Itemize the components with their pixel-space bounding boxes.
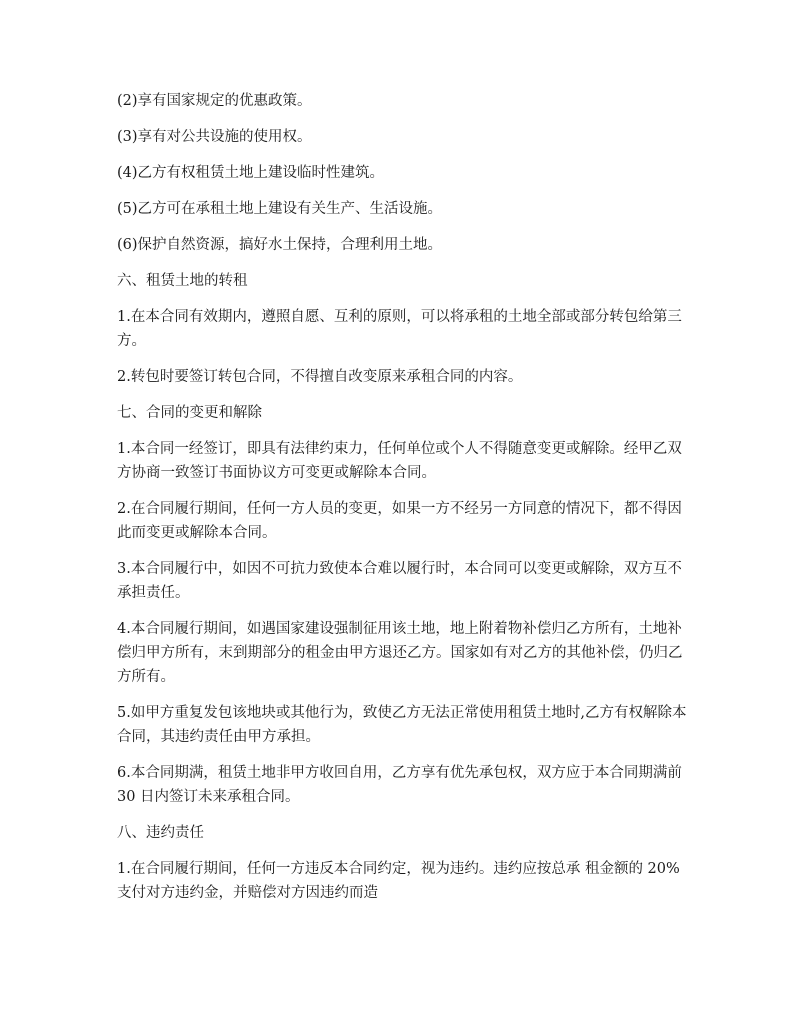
- clause-rights-3: (3)享有对公共设施的使用权。: [117, 129, 312, 145]
- clause-sublease-2: 2.转包时要签订转包合同，不得擅自改变原来承租合同的内容。: [117, 369, 523, 385]
- clause-change-4: 4.本合同履行期间，如遇国家建设强制征用该土地，地上附着物补偿归乙方所有，土地补偿归甲方所有，末到期部分的租金由甲方退还乙方。国家如有对乙方的其他补偿，仍归乙方所有。: [117, 621, 683, 685]
- section-heading-breach: 八、违约责任: [117, 825, 204, 841]
- clause-change-3: 3.本合同履行中，如因不可抗力致使本合难以履行时，本合同可以变更或解除，双方互不承担责任。: [117, 561, 682, 601]
- document-body: [117, 89, 687, 917]
- clause-breach-1: 1.在合同履行期间，任何一方违反本合同约定，视为违约。违约应按总承 租金额的 20%支付对方违约金，并赔偿对方因违约而造: [117, 861, 680, 901]
- section-heading-sublease: 六、租赁土地的转租: [117, 273, 248, 289]
- clause-change-2: 2.在合同履行期间，任何一方人员的变更，如果一方不经另一方同意的情况下，都不得因此而变更或解除本合同。: [117, 501, 682, 541]
- clause-change-1: 1.本合同一经签订，即具有法律约束力，任何单位或个人不得随意变更或解除。经甲乙双方协商一致签订书面协议方可变更或解除本合同。: [117, 441, 682, 481]
- clause-rights-5: (5)乙方可在承租土地上建设有关生产、生活设施。: [117, 201, 443, 217]
- section-heading-change-termination: 七、合同的变更和解除: [117, 405, 262, 421]
- clause-rights-6: (6)保护自然资源，搞好水土保持，合理利用土地。: [117, 237, 443, 253]
- clause-rights-4: (4)乙方有权租赁土地上建设临时性建筑。: [117, 165, 385, 181]
- clause-change-6: 6.本合同期满，租赁土地非甲方收回自用，乙方享有优先承包权，双方应于本合同期满前 30 日内签订未来承租合同。: [117, 765, 682, 805]
- clause-sublease-1: 1.在本合同有效期内，遵照自愿、互利的原则，可以将承租的土地全部或部分转包给第三方。: [117, 309, 682, 349]
- clause-rights-2: (2)享有国家规定的优惠政策。: [117, 93, 312, 109]
- clause-change-5: 5.如甲方重复发包该地块或其他行为，致使乙方无法正常使用租赁土地时,乙方有权解除本合同，其违约责任由甲方承担。: [117, 705, 687, 745]
